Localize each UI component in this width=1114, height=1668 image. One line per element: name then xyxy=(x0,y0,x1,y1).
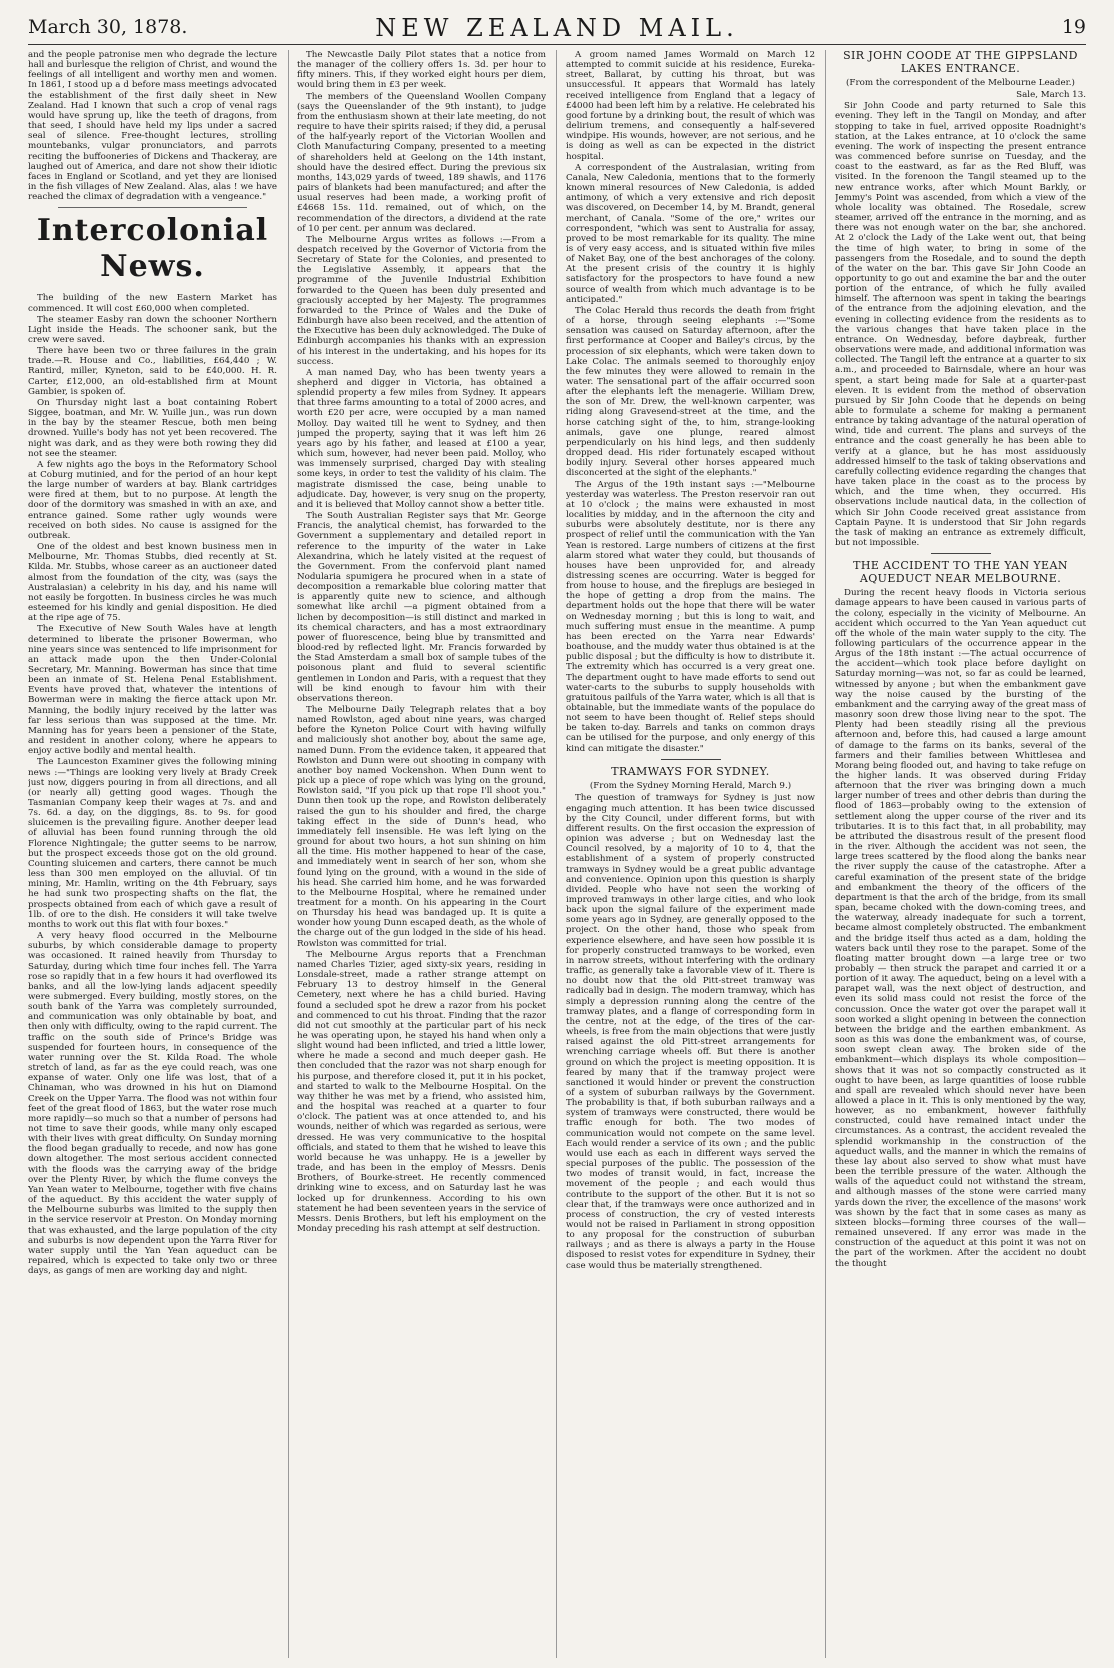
news-item: The Newcastle Daily Pilot states that a notice from the manager of the colliery offers 1s. 3d. per hour to fifty miners. This, if they worked eight hours per diem, would bring them in £3 per week. xyxy=(297,50,546,91)
page-columns xyxy=(28,50,1086,1658)
column-1 xyxy=(28,50,277,1658)
divider xyxy=(931,553,991,554)
article-body: During the recent heavy floods in Victoria serious damage appears to have been caused in various parts of the colony, especially in the vicinity of Melbourne. An accident which occurred to the Yan Yean aqueduct cut off the whole of the main water supply to the city. The following particulars of the occurrence appear in the Argus of the 18th instant :—The actual occurrence of the accident—which took place before daylight on Saturday morning—was not, so far as could be learned, witnessed by anyone ; but when the embankment gave way the noise caused by the bursting of the embankment and the carrying away of the great mass of masonry soon drew those living near to the spot. The Plenty had been steadily rising all the previous afternoon and, before this, had caused a large amount of damage to the farms on its banks, several of the farmers and their families between Whittlesea and Morang being flooded out, and having to take refuge on the higher lands. It was observed during Friday afternoon that the river was bringing down a much larger number of trees and other debris than during the flood of 1863—probably owing to the extension of settlement along the upper course of the river and its tributaries. It is to this fact that, in all probability, may be attributed the disastrous result of the present flood in the river. Although the accident was not seen, the large trees scattered by the flood along the banks near the river supply the cause of the catastrophe. After a careful examination of the present state of the bridge and embankment the theory of the officers of the department is that the arch of the bridge, from its small span, became choked with the down-coming trees, and the waterway, already inadequate for such a torrent, became almost completely obstructed. The embankment and the bridge itself thus acted as a dam, holding the waters back until they rose to the parapet. Some of the floating matter brought down —a large tree or two probably — then struck the parapet and carried it or a portion of it away. The aqueduct, being on a level with a parapet wall, was the next object of destruction, and even its solid mass could not resist the force of the concussion. Once the water got over the parapet wall it soon worked a slight opening in between the connection between the bridge and the earthen embankment. As soon as this was done the embankment was, of course, soon swept clean away. The broken side of the embankment—which displays its whole composition—shows that it was not so compactly constructed as it ought to have been, as large quantities of loose rubble and spall are revealed which should never have been allowed a place in it. This is only mentioned by the way, however, as no embankment, however faithfully constructed, could have remained intact under the circumstances. As a contrast, the accident revealed the splendid workmanship in the construction of the aqueduct walls, and the manner in which the remains of these lay about also served to show what must have been the terrible pressure of the water. Although the walls of the aqueduct could not withstand the stream, and although masses of the stone were carried many yards down the river, the excellence of the masons' work was shown by the fact that in some cases as many as sixteen blocks—forming three courses of the wall—remained unsevered. If any error was made in the construction of the aqueduct at this point it was not on the part of the workmen. After the accident no doubt the thought xyxy=(835,588,1086,1269)
news-item: On Thursday night last a boat containing Robert Siggee, boatman, and Mr. W. Yuille jun., was run down in the bay by the steamer Rescue, both men being drowned. Yuille's body has not yet been recovered. The night was dark, and as they were both rowing they did not see the steamer. xyxy=(28,397,277,459)
news-item: The members of the Queensland Woollen Company (says the Queenslander of the 9th instant), to judge from the enthusiasm shown at their late meeting, do not require to have their spirits raised; if they did, a perusal of the half-yearly report of the Victorian Woollen and Cloth Manufacturing Company, presented to a meeting of shareholders held at Geelong on the 14th instant, should have the desired effect. During the previous six months, 143,029 yards of tweed, 189 shawls, and 1176 pairs of blankets had been manufactured; and after the usual reserves had been made, a working profit of £4668 15s. 11d. remained, out of which, on the recommendation of the directors, a dividend at the rate of 10 per cent. per annum was declared. xyxy=(297,91,546,234)
news-item: The Melbourne Argus reports that a Frenchman named Charles Tizier, aged sixty-six years, residing in Lonsdale-street, made a rather strange attempt on February 13 to destroy himself in the General Cemetery, next where he has a child buried. Having found a secluded spot he drew a razor from his pocket and commenced to cut his throat. Finding that the razor did not cut smoothly at the particular part of his neck he was operating upon, he stayed his hand when only a slight wound had been inflicted, and tried a little lower, where he made a second and much deeper gash. He then concluded that the razor was not sharp enough for his purpose, and therefore closed it, put it in his pocket, and started to walk to the Melbourne Hospital. On the way thither he was met by a friend, who assisted him, and the hospital was reached at a quarter to four o'clock. The patient was at once attended to, and his wounds, neither of which was regarded as serious, were dressed. He was very communicative to the hospital officials, and stated to them that he wished to leave this world because he was unhappy. He is a jeweller by trade, and has been in the employ of Messrs. Denis Brothers, of Bourke-street. He recently commenced drinking wine to excess, and on Saturday last he was locked up for drunkenness. According to his own statement he had been seventeen years in the service of Messrs. Denis Brothers, but left his employment on the Monday preceding his rash attempt at self destruction. xyxy=(297,949,546,1234)
article-body: Sir John Coode and party returned to Sale this evening. They left in the Tangil on Monday, and after stopping to take in fuel, arrived opposite Roadnight's station, at the Lakes entrance, at 10 o'clock the same evening. The work of inspecting the present entrance was commenced before sunrise on Tuesday, and the coast to the eastward, as far as the Red Bluff, was visited. In the forenoon the Tangil steamed up to the new entrance works, after which Mount Barkly, or Jemmy's Point was ascended, from which a view of the whole locality was obtained. The Rosedale, screw steamer, arrived off the entrance in the morning, and as there was not enough water on the bar, she anchored. At 2 o'clock the Lady of the Lake went out, that being the time of high water, to bring in some of the passengers from the Rosedale, and to sound the depth of the water on the bar. This gave Sir John Coode an opportunity to go out and examine the bar and the outer portion of the entrance, of which he fully availed himself. The afternoon was spent in taking the bearings of the entrance from the adjoining elevation, and the evening in collecting evidence from the residents as to the various changes that have taken place in the entrance. On Wednesday, before daybreak, further observations were made, and additional information was collected. The Tangil left the entrance at a quarter to six a.m., and proceeded to Bairnsdale, where an hour was spent, a start being made for Sale at a quarter-past eleven. It is evident from the method of observation pursued by Sir John Coode that he depends on being able to formulate a scheme for making a permanent entrance by taking advantage of the natural operation of wind, tide and current. The plans and surveys of the entrance and the coast generally he has been able to verify at a glance, but he has most assiduously addressed himself to the task of taking observations and carefully collecting evidence regarding the changes that have taken place in the coast as to the process by which, and the time when, they occurred. His observations include nautical data, in the collection of which Sir John Coode received great assistance from Captain Payne. It is understood that Sir John regards the task of making an entrance as extremely difficult, but not impossible. xyxy=(835,101,1086,549)
article-headline: TRAMWAYS FOR SYDNEY. xyxy=(611,764,770,778)
column-2 xyxy=(297,50,546,1658)
newspaper-title: NEW ZEALAND MAIL. xyxy=(375,14,739,42)
article-source: (From the Sydney Morning Herald, March 9.) xyxy=(589,781,792,792)
news-item: A few nights ago the boys in the Reformatory School at Coburg mutinied, and for the period of an hour kept the large number of warders at bay. Blank cartridges were fired at them, but to no purpose. At length the door of the dormitory was smashed in with an axe, and entrance gained. Some rather ugly wounds were received on both sides. No cause is assigned for the outbreak. xyxy=(28,459,277,541)
news-item: A correspondent of the Australasian, writing from Canala, New Caledonia, mentions that to the formerly known mineral resources of New Caledonia, is added antimony, of which a very extensive and rich deposit was discovered, on December 14, by M. Brandt, general merchant, of Canala. "Some of the ore," writes our correspondent, "which was sent to Australia for assay, proved to be most remarkable for its quality. The mine is of very easy access, and is situated within five miles of Naket Bay, one of the best anchorages of the colony. At the present crisis of the country it is highly satisfactory for the prospectors to have found a new source of wealth from which much advantage is to be anticipated." xyxy=(566,162,815,305)
news-item: The Colac Herald thus records the death from fright of a horse, through seeing elephants :—"Some sensation was caused on Saturday afternoon, after the first performance at Cooper and Bailey's circus, by the procession of six elephants, which were taken down to Lake Colac. The animals seemed to thoroughly enjoy the few minutes they were allowed to remain in the water. The sensational part of the affair occurred soon after the elephants left the menagerie. William Drew, the son of Mr. Drew, the well-known carpenter, was riding along Gravesend-street at the time, and the horse catching sight of the, to him, strange-looking animals, gave one plunge, reared almost perpendicularly on his hind legs, and then suddenly dropped dead. His rider fortunately escaped without bodily injury. Several other horses appeared much disconcerted at the sight of the elephants." xyxy=(566,305,815,479)
divider xyxy=(661,759,721,760)
news-item: A groom named James Wormald on March 12 attempted to commit suicide at his residence, Eureka-street, Ballarat, by cutting his throat, but was unsuccessful. It appears that Wormald has lately received intelligence from England that a legacy of £4000 had been left him by a relative. He celebrated his good fortune by a drinking bout, the result of which was delirium tremens, and consequently a half-severed windpipe. His wounds, however, are not serious, and he is doing as well as can be expected in the district hospital. xyxy=(566,50,815,162)
masthead xyxy=(28,10,1086,45)
news-item: The Executive of New South Wales have at length determined to liberate the prisoner Bowerman, who nine years since was sentenced to life imprisonment for an attack made upon the then Under-Colonial Secretary, Mr. Manning. Bowerman has since that time been an inmate of St. Helena Penal Establishment. Events have proved that, whatever the intentions of Bowerman were in making the fierce attack upon Mr. Manning, the bodily injury received by the latter was far less serious than was supposed at the time. Mr. Manning has for years been a pensioner of the State, and resident in another colony, where he appears to enjoy active bodily and mental health. xyxy=(28,624,277,757)
news-item: The South Australian Register says that Mr. George Francis, the analytical chemist, has forwarded to the Government a supplementary and detailed report in reference to the impurity of the water in Lake Alexandrina, which he lately visited at the request of the Government. From the confervoid plant named Nodularia spumigera he procured when in a state of decomposition a remarkable blue coloring matter that is apparently quite new to science, and although somewhat like archil —a pigment obtained from a lichen by decomposition—is still distinct and marked in its chemical characters, and has a most extraordinary power of fluorescence, being blue by transmitted and blood-red by reflected light. Mr. Francis forwarded by the Stad Amsterdam a small box of sample tubes of the poisonous plant and fluid to several scientific gentlemen in London and Paris, with a request that they will be kind enough to favour him with their observations thereon. xyxy=(297,511,546,704)
issue-date: March 30, 1878. xyxy=(28,16,188,38)
news-item: One of the oldest and best known business men in Melbourne, Mr. Thomas Stubbs, died recently at St. Kilda. Mr. Stubbs, whose career as an auctioneer dated almost from the foundation of the city, was (says the Australasian) a celebrity in his day, and his name will not easily be forgotten. In business circles he was much esteemed for his kindly and genial disposition. He died at the ripe age of 75. xyxy=(28,542,277,624)
article-dateline: Sale, March 13. xyxy=(1016,90,1086,101)
news-item: The building of the new Eastern Market has commenced. It will cost £60,000 when completed. xyxy=(28,293,277,314)
column-rule xyxy=(288,50,289,1658)
column-3 xyxy=(566,50,815,1658)
news-item: The Argus of the 19th instant says :—"Melbourne yesterday was waterless. The Preston reservoir ran out at 10 o'clock ; the mains were exhausted in most localities by midday, and in the afternoon the city and suburbs were absolutely destitute, nor is there any prospect of relief until the communication with the Yan Yean is restored. Large numbers of citizens at the first alarm stored what water they could, but thousands of houses have been unprovided for, and already distressing scenes are occurring. Water is begged for from house to house, and the fireplugs are besieged in the hope of getting a drop from the mains. The department holds out the hope that there will be water on Wednesday morning ; but this is long to wait, and much suffering must ensue in the meantime. A pump has been erected on the Yarra near Edwards' boathouse, and the muddy water thus obtained is at the public disposal ; but the difficulty is how to distribute it. The extremity which has occurred is a very great one. The department ought to have made efforts to send out water-carts to the suburbs to supply households with gratuitous pailfuls of the Yarra water, which is all that is obtainable, but the immediate wants of the populace do not seem to have been thought of. Relief steps should be taken to-day. Barrels and tanks on common drays can be utilised for the purpose, and only energy of this kind can mitigate the disaster." xyxy=(566,479,815,754)
news-item: The Melbourne Daily Telegraph relates that a boy named Rowlston, aged about nine years, was charged before the Kyneton Police Court with having wilfully and maliciously shot another boy, about the same age, named Dunn. From the evidence taken, it appeared that Rowlston and Dunn were out shooting in company with another boy named Vockenshon. When Dunn went to pick up a piece of rope which was lying on the ground, Rowlston said, "If you pick up that rope I'll shoot you." Dunn then took up the rope, and Rowlston deliberately raised the gun to his shoulder and fired, the charge taking effect in the side of Dunn's head, who immediately fell insensible. He was left lying on the ground for about two hours, a hot sun shining on him all the time. His mother happened to hear of the case, and immediately went in search of her son, whom she found lying on the ground, with a wound in the side of his head. She carried him home, and he was forwarded to the Melbourne Hospital, where he remained under treatment for a month. On his appearing in the Court on Thursday his head was bandaged up. It is quite a wonder how young Dunn escaped death, as the whole of the charge out of the gun lodged in the side of his head. Rowlston was committed for trial. xyxy=(297,705,546,949)
news-item: The Melbourne Argus writes as follows :—From a despatch received by the Governor of Victoria from the Secretary of State for the Colonies, and presented to the Legislative Assembly, it appears that the programme of the Juvenile Industrial Exhibition forwarded to the Queen has been duly presented and graciously accepted by her Majesty. The programmes forwarded to the Prince of Wales and the Duke of Edinburgh have also been received, and the attention of the Executive has been duly acknowledged. The Duke of Edinburgh accompanies his thanks with an expression of his interest in the undertaking, and his hopes for its success. xyxy=(297,234,546,367)
news-item: The Launceston Examiner gives the following mining news :—"Things are looking very lively at Brady Creek just now, diggers pouring in from all directions, and all (or nearly all) getting good wages. Though the Tasmanian Company keep their wages at 7s. and and 7s. 6d. a day, on the diggings, 8s. to 9s. for good sluicemen is the prevailing figure. Another deeper lead of alluvial has been found running through the old Florence Nightingale; the gutter seems to be narrow, but the prospect exceeds those got on the old ground. Counting sluicemen and carters, there cannot be much less than 300 men employed on the alluvial. Of tin mining, Mr. Hamlin, writing on the 4th February, says he had sunk two prospecting shafts on the flat, the prospects obtained from each of which gave a result of 1lb. of ore to the dish. He considers it will take twelve months to work out this flat with four boxes." xyxy=(28,757,277,930)
intercolonial-news-items xyxy=(28,293,277,1276)
news-item: There have been two or three failures in the grain trade.—R. House and Co., liabilities, £64,440 ; W. Rantird, miller, Kyneton, said to be £40,000. H. R. Carter, £12,000, an old-established firm at Mount Gambier, is spoken of. xyxy=(28,346,277,397)
article-body: The question of tramways for Sydney is just now engaging much attention. It has been twice discussed by the City Council, under different forms, but with different results. On the first occasion the expression of opinion was adverse ; but on Wednesday last the Council resolved, by a majority of 10 to 4, that the establishment of a system of properly constructed tramways in Sydney would be a great public advantage and convenience. Opinion upon this question is sharply divided. People who have not seen the working of improved tramways in other large cities, and who look back upon the signal failure of the experiment made some years ago in Sydney, are generally opposed to the project. On the other hand, those who speak from experience elsewhere, and have seen how possible it is for properly constructed tramways to be worked, even in narrow streets, without interfering with the ordinary traffic, as generally take a favorable view of it. There is no doubt now that the old Pitt-street tramway was radically bad in design. The modern tramway, which has simply a depression running along the centre of the tramway plates, and a flange of corresponding form in the centre, not at the edge, of the tires of the car-wheels, is free from the main objections that were justly raised against the old Pitt-street arrangements for wrenching carriage wheels off. But there is another ground on which the project is meeting opposition. It is feared by many that if the tramway project were sanctioned it would hinder or prevent the construction of a system of suburban railways by the Government. The probability is that, if both suburban railways and a system of tramways were constructed, there would be traffic enough for both. The two modes of communication would not compete on the same level. Each would render a service of its own ; and the public would use each as each in different ways served the special purposes of the public. The possession of the two modes of transit would, in fact, increase the movement of the people ; and each would thus contribute to the support of the other. But it is not so clear that, if the tramways were once authorized and in process of construction, the cry of vested interests would not be raised in Parliament in strong opposition to any proposal for the construction of suburban railways ; and as there is always a party in the House disposed to resist votes for expenditure in Sydney, their case would thus be materially strengthened. xyxy=(566,793,815,1271)
article-headline: THE ACCIDENT TO THE YAN YEAN AQUEDUCT NEAR MELBOURNE. xyxy=(853,559,1068,585)
section-title: Intercolonial News. xyxy=(36,213,269,285)
news-item: A man named Day, who has been twenty years a shepherd and digger in Victoria, has obtained a splendid property a few miles from Sydney. It appears that three farms amounting to a total of 2000 acres, and worth £20 per acre, were occupied by a man named Molloy. Day waited till he went to Sydney, and then jumped the property, saying that it was left him 26 years ago by his father, and leased at £100 a year, which sum, however, had never been paid. Molloy, who was immensely surprised, charged Day with stealing some keys, in order to test the validity of his claim. The magistrate dismissed the case, being unable to adjudicate. Day, however, is very snug on the property, and it is believed that Molloy cannot show a better title. xyxy=(297,367,546,510)
article-continuation: and the people patronise men who degrade the lecture hall and burlesque the religion of Christ, and wound the feelings of all intelligent and worthy men and women. In 1861, I stood up a d before mass meetings advocated the establishment of the first daily sheet in New Zealand. Had I known that such a crop of venal rags would have sprung up, like the teeth of dragons, from that seed, I should have held my lips under a sacred seal of silence. Free-thought lectures, strolling mountebanks, vulgar pronunciators, and parrots reciting the buffooneries of Dickens and Thackeray, are laughed out of America, and dare not show their idiotic faces in England or Scotland, and yet they are lionised in the fish villages of New Zealand. Alas, alas ! we have reached the climax of degradation with a vengeance." xyxy=(28,50,277,203)
divider xyxy=(58,207,247,208)
news-item: The steamer Easby ran down the schooner Northern Light inside the Heads. The schooner sank, but the crew were saved. xyxy=(28,314,277,345)
column-rule xyxy=(825,50,826,1658)
news-item: A very heavy flood occurred in the Melbourne suburbs, by which considerable damage to property was occasioned. It rained heavily from Thursday to Saturday, during which time four inches fell. The Yarra rose so rapidly that in a few hours it had overflowed its banks, and all the low-lying lands adjacent speedily were submerged. Every building, mostly stores, on the south bank of the Yarra was completely surrounded, and communication was only obtainable by boat, and then only with difficulty, owing to the rapid current. The traffic on the south side of Prince's Bridge was suspended for fourteen hours, in consequence of the water running over the St. Kilda Road. The whole stretch of land, as far as the eye could reach, was one expanse of water. Only one life was lost, that of a Chinaman, who was drowned in his hut on Diamond Creek on the Upper Yarra. The flood was not within four feet of the great flood of 1863, but the water rose much more rapidly—so much so that a number of persons had not time to save their goods, while many only escaped with their lives with great difficulty. On Sunday morning the flood began gradually to recede, and now has gone down altogether. The most serious accident connected with the floods was the carrying away of the bridge over the Plenty River, by which the flume conveys the Yan Yean water to Melbourne, together with five chains of the aqueduct. By this accident the water supply of the Melbourne suburbs was limited to the supply then in the service reservoir at Preston. On Monday morning that was exhausted, and the large population of the city and suburbs is now dependent upon the Yarra River for water supply until the Yan Yean aqueduct can be repaired, which is expected to take only two or three days, as gangs of men are working day and night. xyxy=(28,931,277,1277)
column-rule xyxy=(556,50,557,1658)
article-source: (From the correspondent of the Melbourne Leader.) xyxy=(846,78,1075,88)
column-4 xyxy=(835,50,1086,1658)
article-headline: SIR JOHN COODE AT THE GIPPSLAND LAKES ENTRANCE. xyxy=(843,50,1078,75)
page-number: 19 xyxy=(1061,16,1086,38)
